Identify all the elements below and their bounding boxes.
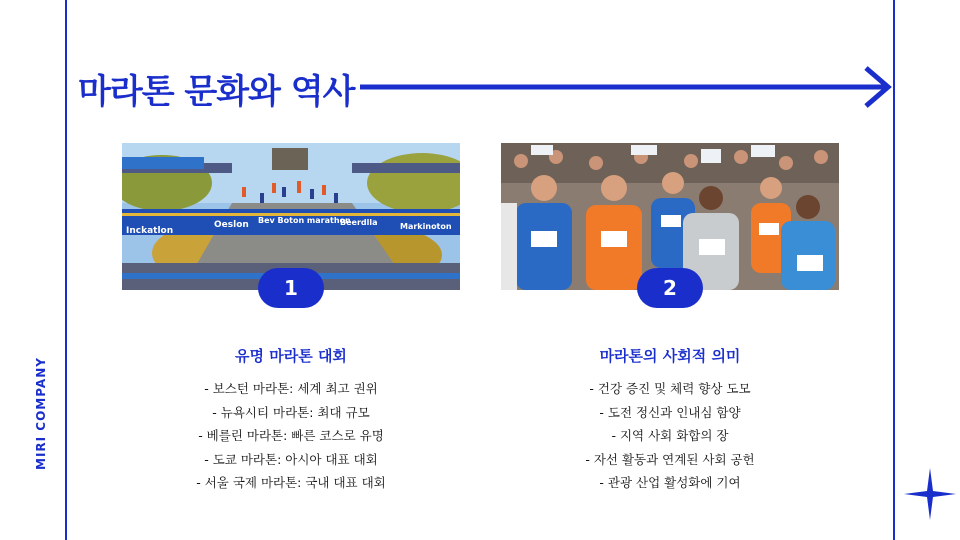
page-title: 마라톤 문화와 역사 bbox=[78, 72, 355, 112]
section-number-badge: 1 bbox=[258, 268, 324, 308]
list-item: - 지역 사회 화합의 장 bbox=[611, 428, 729, 443]
photo-banner-text: Markinoton bbox=[400, 222, 452, 231]
list-item: - 뉴욕시티 마라톤: 최대 규모 bbox=[212, 404, 370, 420]
list-item: - 베를린 마라톤: 빠른 코스로 유명 bbox=[198, 428, 384, 443]
famous-marathons-list bbox=[122, 377, 460, 495]
list-item: - 자선 활동과 연계된 사회 공헌 bbox=[585, 451, 755, 467]
brand-label: MIRI COMPANY bbox=[34, 357, 48, 470]
photo-banner-text: Oeslon bbox=[214, 220, 249, 230]
list-item: - 서울 국제 마라톤: 국내 대표 대회 bbox=[196, 475, 386, 490]
list-item: - 관광 산업 활성화에 기여 bbox=[599, 475, 741, 490]
sparkle-star-icon bbox=[904, 468, 956, 520]
list-item: - 도전 정신과 인내심 함양 bbox=[599, 404, 741, 420]
photo-banner-text: Bev Boton marathon bbox=[258, 216, 351, 225]
left-border-line bbox=[65, 0, 67, 540]
photo-banner-text: Inckatlon bbox=[126, 226, 174, 236]
arrow-right-icon bbox=[360, 64, 896, 110]
photo-banner-text: Beerdlla bbox=[340, 218, 378, 227]
list-item: - 건강 증진 및 체력 향상 도모 bbox=[589, 381, 751, 396]
section-heading: 마라톤의 사회적 의미 bbox=[599, 347, 741, 365]
list-item: - 보스턴 마라톤: 세계 최고 권위 bbox=[204, 381, 378, 396]
section-number-badge: 2 bbox=[637, 268, 703, 308]
social-meaning-list bbox=[501, 377, 839, 495]
list-item: - 도쿄 마라톤: 아시아 대표 대회 bbox=[204, 451, 378, 467]
section-heading: 유명 마라톤 대회 bbox=[235, 347, 347, 365]
